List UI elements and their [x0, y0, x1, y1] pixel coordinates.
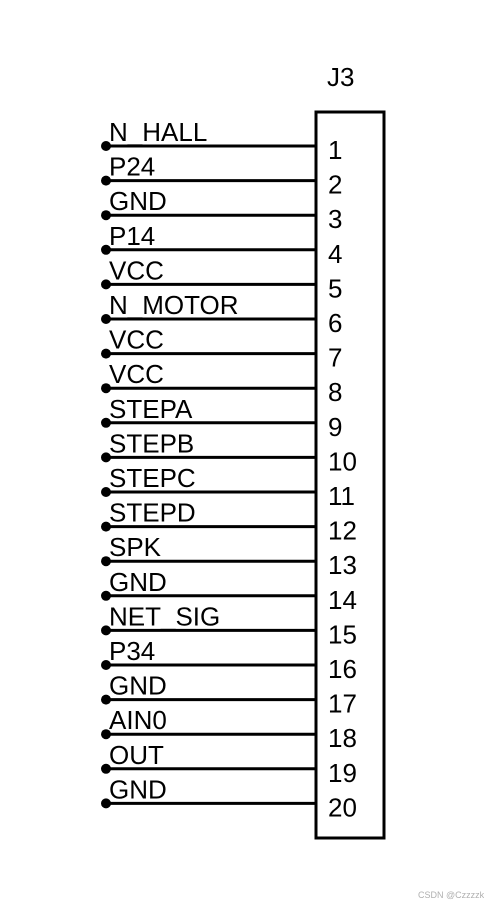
- pin-net-label-2: P24: [109, 151, 156, 182]
- pin-net-label-11: STEPC: [109, 463, 196, 493]
- pin-number-5: 5: [328, 273, 343, 304]
- pin-number-13: 13: [328, 550, 357, 581]
- pin-net-label-12: STEPD: [109, 497, 196, 528]
- pin-net-label-20: GND: [109, 774, 167, 805]
- pin-number-17: 17: [328, 688, 357, 719]
- pin-net-label-1: N_HALL: [109, 117, 208, 147]
- pin-number-4: 4: [328, 238, 343, 269]
- pin-net-label-6: N_MOTOR: [109, 290, 239, 320]
- pin-net-label-16: P34: [109, 636, 156, 666]
- pin-number-2: 2: [328, 169, 343, 200]
- pin-number-1: 1: [328, 135, 343, 165]
- pin-number-16: 16: [328, 654, 357, 684]
- pin-number-3: 3: [328, 204, 343, 235]
- pin-number-9: 9: [328, 411, 343, 442]
- pin-number-8: 8: [328, 377, 343, 408]
- connector-ref: J3: [327, 62, 355, 92]
- pin-number-10: 10: [328, 446, 357, 477]
- pin-net-label-5: VCC: [109, 255, 164, 286]
- pin-net-label-13: SPK: [109, 532, 162, 563]
- pin-net-label-15: NET_SIG: [109, 601, 221, 632]
- pin-net-label-10: STEPB: [109, 428, 195, 459]
- pin-net-label-3: GND: [109, 186, 167, 217]
- pin-net-label-19: OUT: [109, 739, 164, 770]
- pin-number-6: 6: [328, 308, 343, 338]
- pin-net-label-8: VCC: [109, 359, 164, 390]
- pin-net-label-14: GND: [109, 566, 167, 597]
- pin-net-label-4: P14: [109, 220, 156, 251]
- connector-pins: [101, 117, 357, 822]
- pin-number-15: 15: [328, 619, 357, 650]
- pin-number-20: 20: [328, 792, 357, 823]
- pin-number-14: 14: [328, 584, 357, 615]
- watermark: CSDN @Czzzzk: [418, 890, 484, 900]
- pin-number-12: 12: [328, 515, 357, 546]
- pin-number-11: 11: [328, 481, 355, 511]
- pin-net-label-7: VCC: [109, 324, 164, 355]
- pin-net-label-9: STEPA: [109, 393, 193, 424]
- pin-number-19: 19: [328, 757, 357, 788]
- pin-number-7: 7: [328, 342, 343, 373]
- pin-net-label-17: GND: [109, 670, 167, 701]
- pin-number-18: 18: [328, 723, 357, 754]
- pin-net-label-18: AIN0: [109, 705, 167, 736]
